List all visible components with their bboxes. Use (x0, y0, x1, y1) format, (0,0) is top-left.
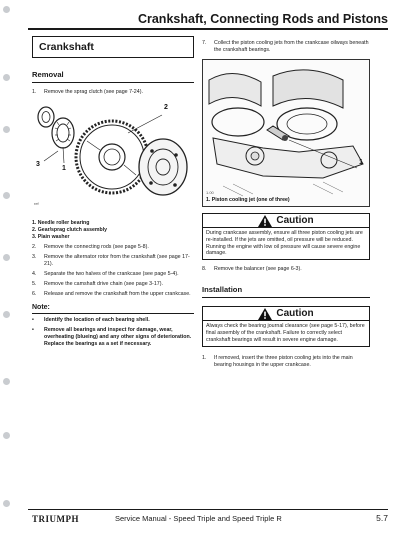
binder-hole (3, 6, 10, 13)
step-text: Remove the connecting rods (see page 5-8). (44, 244, 149, 250)
removal-rule (32, 82, 194, 83)
warning-triangle-icon (258, 215, 272, 227)
note-heading: Note: (32, 304, 50, 311)
step-number: 1. (202, 354, 207, 361)
step-8 (202, 266, 370, 273)
sprag-clutch-figure (32, 103, 194, 208)
step-text: Remove the alternator rotor from the crankshaft (see page 17-21). (44, 254, 190, 267)
install-step-1 (202, 355, 370, 369)
note-text: Identify the location of each bearing shell. (44, 317, 150, 323)
removal-heading: Removal (32, 70, 64, 79)
step-text: Remove the camshaft drive chain (see page 3-17). (44, 281, 163, 287)
note-rule (32, 313, 194, 314)
step-number: 1. (32, 89, 37, 95)
binder-hole (3, 432, 10, 439)
bullet-mark: • (32, 317, 34, 323)
cooling-jet-figure (202, 59, 370, 207)
left-column (32, 36, 194, 348)
brand-logo: TRIUMPH (32, 514, 79, 524)
installation-heading: Installation (202, 285, 243, 295)
caution-header (202, 306, 370, 321)
crankcase-illustration (203, 60, 369, 206)
page-number: 5.7 (376, 513, 388, 523)
note-item (32, 327, 194, 348)
binder-hole (3, 378, 10, 385)
binder-hole (3, 74, 10, 81)
caution-title: Caution (276, 308, 314, 320)
binder-hole (3, 311, 10, 318)
warning-triangle-icon (258, 308, 272, 320)
figure-reference: ref (34, 201, 39, 206)
note-text: Remove all bearings and inspect for damage, wear, overheating (blueing) and any other signs of deterioration. Replace the bearings as a set if necessary. (44, 327, 192, 347)
caution-text: Always check the bearing journal clearance (see page 5-17), before final assembly of the crankshaft. Failure to correctly select crankshaft bearings will result in severe engine damage. (202, 321, 370, 346)
step-text: Separate the two halves of the crankcase (see page 5-4). (44, 271, 179, 277)
legend-item: 2. Gear/sprag clutch assembly (32, 227, 107, 233)
binder-hole (3, 254, 10, 261)
step-number: 8. (202, 266, 207, 273)
installation-rule (202, 297, 370, 298)
binder-hole (3, 192, 10, 199)
legend-item: 3. Plain washer (32, 234, 70, 240)
bullet-mark: • (32, 327, 34, 333)
page-title: Crankshaft, Connecting Rods and Pistons (137, 12, 388, 26)
figure-reference: 1.00 (206, 190, 214, 195)
right-column (202, 36, 370, 369)
step-text: Collect the piston cooling jets from the crankcase oilways beneath the crankshaft bearings. (214, 40, 369, 53)
sprag-clutch-illustration (32, 103, 194, 208)
caution-title: Caution (276, 215, 314, 226)
step-text: If removed, insert the three piston cooling jets into the main bearing housings in the upper crankcase. (214, 354, 353, 368)
callout-1: 1 (62, 165, 66, 172)
manual-title: Service Manual - Speed Triple and Speed Triple R (115, 514, 282, 523)
step-number: 2. (32, 244, 37, 250)
caution-header (202, 213, 370, 228)
step-4 (32, 271, 194, 278)
caution-text: During crankcase assembly, ensure all three piston cooling jets are re-installed. If the jets are omitted, oil pressure will be reduced. Running the engine with low oil pressure will cause severe engine damage. (202, 228, 370, 260)
callout-1: 1 (359, 159, 363, 166)
step-1 (32, 89, 194, 96)
step-5 (32, 281, 194, 288)
step-7 (202, 40, 370, 54)
caution-box (202, 213, 370, 260)
step-2 (32, 244, 194, 251)
step-6 (32, 291, 194, 298)
binder-hole (3, 126, 10, 133)
note-item (32, 317, 194, 324)
header-rule (28, 28, 388, 30)
binder-hole (3, 500, 10, 507)
step-number: 7. (202, 40, 207, 46)
figure-caption: 1. Piston cooling jet (one of three) (206, 197, 290, 203)
step-text: Release and remove the crankshaft from the upper crankcase. (44, 291, 191, 297)
callout-2: 2 (164, 104, 168, 111)
figure-legend (32, 220, 194, 241)
step-text: Remove the balancer (see page 6-3). (214, 266, 302, 273)
legend-item: 1. Needle roller bearing (32, 220, 90, 226)
section-heading: Crankshaft (32, 36, 194, 58)
step-text: Remove the sprag clutch (see page 7-24). (44, 89, 143, 95)
caution-box (202, 306, 370, 346)
callout-3: 3 (36, 161, 40, 168)
footer-rule (28, 509, 388, 510)
step-number: 3. (32, 254, 37, 260)
step-number: 5. (32, 281, 37, 287)
step-number: 6. (32, 291, 37, 297)
step-3 (32, 254, 194, 268)
step-list (32, 244, 194, 298)
step-number: 4. (32, 271, 37, 277)
